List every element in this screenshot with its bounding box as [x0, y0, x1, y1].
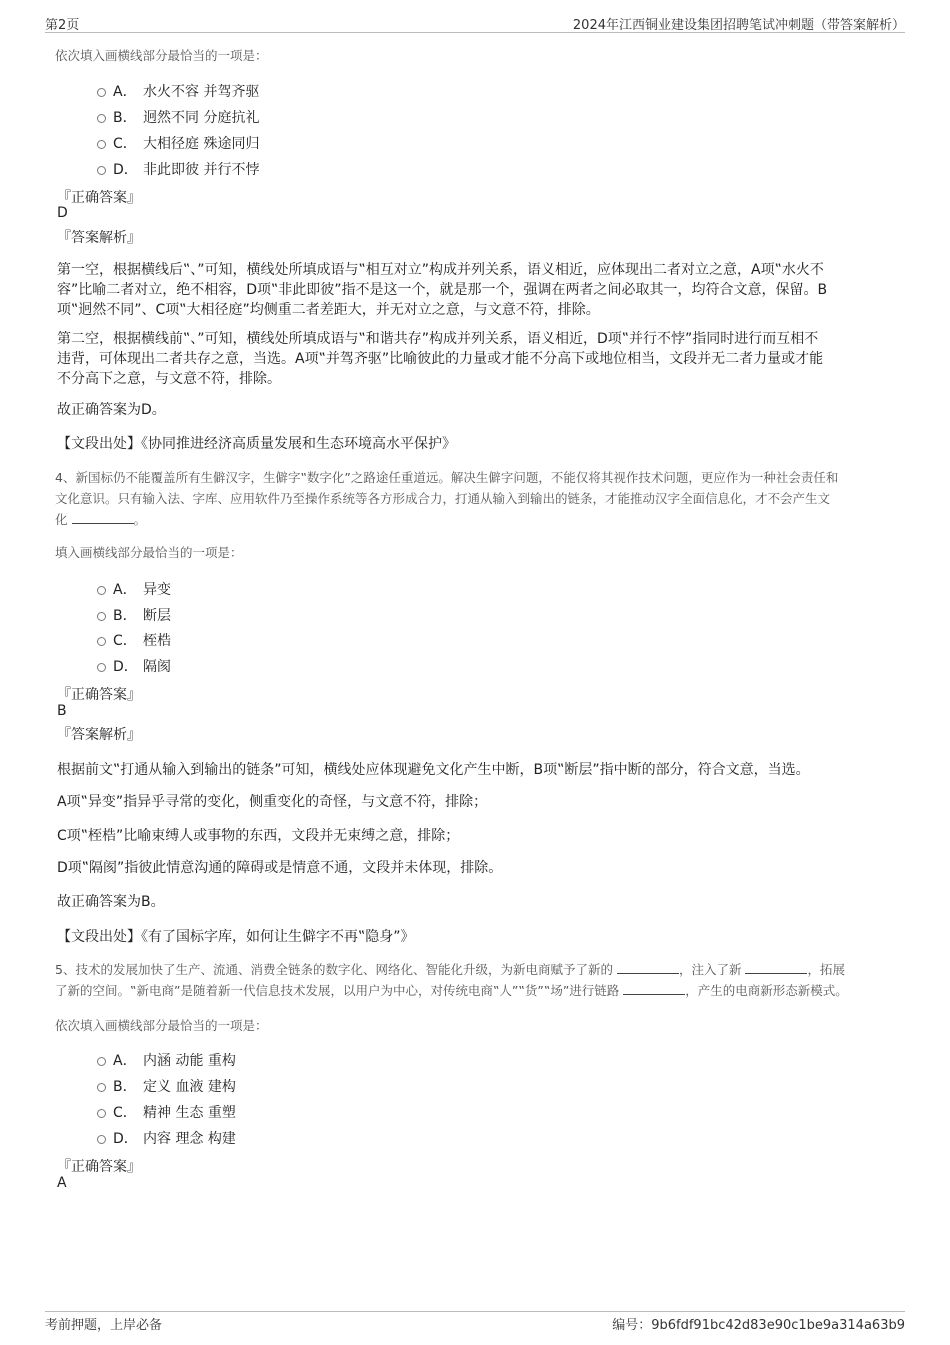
- line: 文化意识。只有输入法、字库、应用软件乃至操作系统等各方形成合力，打通从输入到输出的链条，才能推动汉字全面信息化，才不会产生文: [55, 491, 831, 506]
- q4-analysis-4: D项‟隔阂”指彼此情意沟通的障碍或是情意不通，文段并未体现，排除。: [57, 860, 503, 876]
- option-text: 桎梏: [143, 633, 171, 649]
- line: 第一空，根据横线后‟、”可知，横线处所填成语与‟相互对立”构成并列关系，语义相近，应体现出二者对立之意，A项‟水火不: [57, 262, 824, 278]
- option-text: 内容 理念 构建: [143, 1131, 236, 1147]
- fill-blank: [617, 961, 679, 974]
- radio-icon[interactable]: [97, 1135, 106, 1144]
- text: 化: [55, 512, 68, 527]
- q3-answer-label: 『正确答案』: [57, 190, 141, 206]
- option-text: 非此即彼 并行不悖: [143, 162, 260, 178]
- option-text: 定义 血液 建构: [143, 1079, 236, 1095]
- radio-icon[interactable]: [97, 166, 106, 175]
- q4-option-d[interactable]: [97, 656, 171, 676]
- option-letter: D．: [113, 659, 138, 675]
- q4-analysis-2: A项‟异变”指异乎寻常的变化，侧重变化的奇怪，与文意不符，排除；: [57, 794, 488, 810]
- q3-source: 【文段出处】《协同推进经济高质量发展和生态环境高水平保护》: [57, 436, 456, 452]
- option-letter: A．: [113, 1053, 137, 1069]
- option-text: 水火不容 并驾齐驱: [143, 84, 260, 100]
- line: 项‟迥然不同”、C项‟大相径庭”均侧重二者差距大，并无对立之意，与文意不符，排除。: [57, 302, 600, 318]
- radio-icon[interactable]: [97, 586, 106, 595]
- line: 容”比喻二者对立，绝不相容，D项‟非此即彼”指不是这一个，就是那一个，强调在两者之间必取其一，均符合文意，保留。B: [57, 282, 828, 298]
- option-letter: D．: [113, 1131, 138, 1147]
- option-text: 内涵 动能 重构: [143, 1053, 236, 1069]
- radio-icon[interactable]: [97, 140, 106, 149]
- option-letter: C．: [113, 136, 137, 152]
- option-text: 隔阂: [143, 659, 171, 675]
- line: 违背，可体现出二者共存之意，当选。A项‟并驾齐驱”比喻彼此的力量或才能不分高下或地位相当，文段并无二者力量或才能: [57, 351, 824, 367]
- header-divider: [45, 32, 905, 33]
- q4-stem: [55, 467, 900, 530]
- q4-answer: B: [57, 703, 67, 719]
- text: ，拓展: [807, 962, 845, 977]
- code-value: 9b6fdf91bc42d83e90c1be9a314a63b9: [651, 1318, 905, 1333]
- q3-analysis-para-2: [57, 329, 897, 389]
- option-letter: B．: [113, 1079, 137, 1095]
- q4-option-a[interactable]: [97, 579, 171, 599]
- q5-stem: [55, 959, 910, 1001]
- q3-answer: D: [57, 205, 68, 221]
- option-letter: D．: [113, 162, 138, 178]
- radio-icon[interactable]: [97, 114, 106, 123]
- radio-icon[interactable]: [97, 637, 106, 646]
- page-number: 第2页: [45, 18, 80, 33]
- text: 。: [133, 512, 147, 527]
- q3-analysis-para-1: [57, 260, 897, 320]
- line: [55, 509, 900, 530]
- fill-blank: [623, 982, 685, 995]
- option-text: 异变: [143, 582, 171, 598]
- text: 了新的空间。‟新电商”是随着新一代信息技术发展，以用户为中心，对传统电商‟人”‟货”‟场”进行链路: [55, 983, 620, 998]
- q5-answer-label: 『正确答案』: [57, 1159, 141, 1175]
- radio-icon[interactable]: [97, 1109, 106, 1118]
- q4-conclusion: 故正确答案为B。: [57, 894, 165, 910]
- q5-option-c[interactable]: [97, 1102, 236, 1122]
- radio-icon[interactable]: [97, 1083, 106, 1092]
- q4-prompt: 填入画横线部分最恰当的一项是：: [55, 545, 243, 560]
- document-title: 2024年江西铜业建设集团招聘笔试冲刺题（带答案解析）: [572, 18, 905, 33]
- code-label: 编号：: [612, 1318, 652, 1333]
- footer-slogan: 考前押题，上岸必备: [45, 1318, 163, 1333]
- option-letter: C．: [113, 633, 137, 649]
- option-text: 精神 生态 重塑: [143, 1105, 236, 1121]
- q5-option-d[interactable]: [97, 1128, 236, 1148]
- q5-prompt: 依次填入画横线部分最恰当的一项是：: [55, 1018, 268, 1033]
- line: 第二空，根据横线前‟、”可知，横线处所填成语与‟和谐共存”构成并列关系，语义相近，D项‟并行不悖”指同时进行而互相不: [57, 331, 819, 347]
- radio-icon[interactable]: [97, 663, 106, 672]
- option-text: 大相径庭 殊途同归: [143, 136, 260, 152]
- option-letter: A．: [113, 582, 137, 598]
- q4-answer-label: 『正确答案』: [57, 687, 141, 703]
- radio-icon[interactable]: [97, 1057, 106, 1066]
- option-letter: B．: [113, 608, 137, 624]
- q4-option-b[interactable]: [97, 605, 171, 625]
- q3-option-a[interactable]: [97, 81, 259, 101]
- option-letter: A．: [113, 84, 137, 100]
- q3-analysis-label: 『答案解析』: [57, 230, 141, 246]
- q3-option-c[interactable]: [97, 133, 259, 153]
- fill-blank: [72, 511, 134, 524]
- q3-option-d[interactable]: [97, 159, 259, 179]
- line: [55, 980, 910, 1001]
- text: ，注入了新: [678, 962, 742, 977]
- line: [55, 959, 910, 980]
- text: 5、技术的发展加快了生产、流通、消费全链条的数字化、网络化、智能化升级，为新电商赋予了新的: [55, 962, 613, 977]
- option-text: 迥然不同 分庭抗礼: [143, 110, 260, 126]
- text: ，产生的电商新形态新模式。: [685, 983, 848, 998]
- q3-prompt: 依次填入画横线部分最恰当的一项是：: [55, 48, 268, 63]
- q4-option-c[interactable]: [97, 630, 171, 650]
- q5-option-a[interactable]: [97, 1050, 236, 1070]
- q3-option-b[interactable]: [97, 107, 259, 127]
- line: 4、新国标仍不能覆盖所有生僻汉字，生僻字‟数字化”之路途任重道远。解决生僻字问题，不能仅将其视作技术问题，更应作为一种社会责任和: [55, 470, 839, 485]
- q4-analysis-1: 根据前文‟打通从输入到输出的链条”可知，横线处应体现避免文化产生中断，B项‟断层”指中断的部分，符合文意，当选。: [57, 762, 810, 778]
- q4-analysis-3: C项‟桎梏”比喻束缚人或事物的东西，文段并无束缚之意，排除；: [57, 828, 460, 844]
- option-letter: B．: [113, 110, 137, 126]
- fill-blank: [745, 961, 807, 974]
- q3-conclusion: 故正确答案为D。: [57, 402, 166, 418]
- radio-icon[interactable]: [97, 88, 106, 97]
- q4-analysis-label: 『答案解析』: [57, 727, 141, 743]
- q4-source: 【文段出处】《有了国标字库，如何让生僻字不再‟隐身”》: [57, 929, 415, 945]
- footer-divider: [45, 1311, 905, 1312]
- line: 不分高下之意，与文意不符，排除。: [57, 371, 281, 387]
- option-text: 断层: [143, 608, 171, 624]
- q5-answer: A: [57, 1175, 67, 1191]
- q5-option-b[interactable]: [97, 1076, 236, 1096]
- document-code: [612, 1314, 905, 1333]
- radio-icon[interactable]: [97, 612, 106, 621]
- option-letter: C．: [113, 1105, 137, 1121]
